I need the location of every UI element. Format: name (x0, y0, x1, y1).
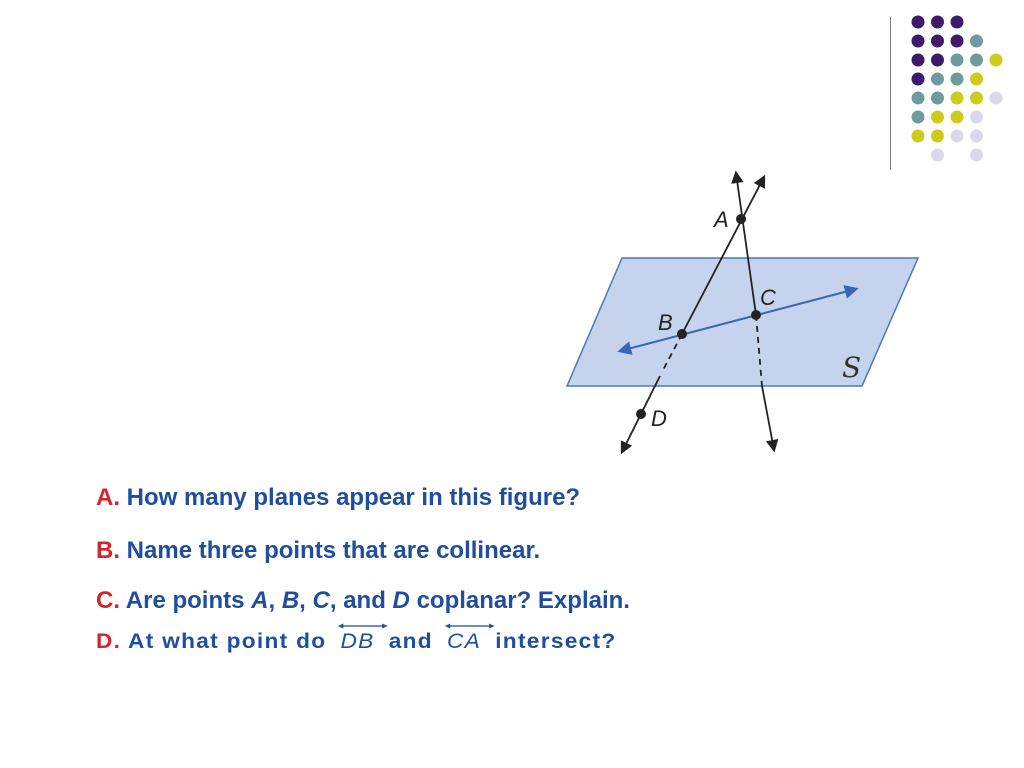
question-c-point-b: B (281, 587, 300, 614)
decorative-dot (970, 54, 983, 67)
ray-db (341, 626, 375, 654)
decorative-dot (912, 54, 925, 67)
question-c (96, 587, 630, 615)
question-b (96, 537, 540, 565)
decorative-dot (951, 54, 964, 67)
decorative-dot (951, 16, 964, 29)
question-c-sep2: , (299, 587, 306, 614)
point-b (677, 329, 687, 339)
decorative-dot (951, 35, 964, 48)
decorative-dot (990, 92, 1003, 105)
question-c-pre: Are points (125, 587, 245, 614)
question-d-pre: At what point do (128, 630, 327, 653)
decorative-dot (912, 111, 925, 124)
label-a: A (714, 207, 729, 232)
plane-s (567, 258, 918, 386)
ray-ca (447, 626, 481, 654)
point-d (636, 409, 646, 419)
question-d-post: intersect? (495, 630, 617, 653)
question-b-text: Name three points that are collinear. (126, 537, 541, 564)
decorative-dot-grid (0, 0, 1024, 170)
decorative-dot (931, 35, 944, 48)
label-d: D (651, 406, 667, 431)
question-a (96, 484, 580, 512)
decorative-dot (970, 73, 983, 86)
decorative-dot (951, 130, 964, 143)
plane-figure (560, 165, 940, 465)
point-a (736, 214, 746, 224)
decorative-dot (912, 35, 925, 48)
decorative-dot (970, 130, 983, 143)
question-c-sep1: , (268, 587, 276, 614)
question-a-letter: A. (96, 484, 120, 511)
line-ca-lower (762, 386, 774, 450)
ray-db-label: DB (340, 630, 375, 653)
decorative-dot (931, 54, 944, 67)
question-c-letter: C. (96, 587, 120, 614)
double-arrow-icon (445, 622, 495, 630)
question-c-point-c: C (312, 587, 330, 614)
label-b: B (658, 310, 673, 335)
decorative-dot (931, 149, 944, 162)
decorative-dot (931, 111, 944, 124)
ray-ca-label: CA (447, 630, 482, 653)
question-c-point-d: D (392, 587, 410, 614)
question-c-sep3: , and (329, 587, 386, 614)
question-d-mid: and (388, 630, 433, 653)
decorative-dot (970, 35, 983, 48)
question-d (96, 626, 617, 654)
decorative-dot (931, 16, 944, 29)
point-c (751, 310, 761, 320)
decorative-dot (912, 92, 925, 105)
question-c-post: coplanar? Explain. (416, 587, 630, 614)
label-plane-s: S (842, 351, 862, 384)
decorative-dot (931, 92, 944, 105)
label-c: C (760, 285, 776, 310)
double-arrow-icon (338, 622, 388, 630)
decorative-dot (912, 130, 925, 143)
decorative-dot (931, 130, 944, 143)
decorative-dot (912, 16, 925, 29)
decorative-dot (951, 111, 964, 124)
decorative-dot (970, 111, 983, 124)
decorative-dot (931, 73, 944, 86)
decorative-dot (912, 73, 925, 86)
question-d-letter: D. (96, 630, 122, 653)
decorative-dot (990, 54, 1003, 67)
question-a-text: How many planes appear in this figure? (126, 484, 581, 511)
question-c-point-a: A (251, 587, 269, 614)
question-b-letter: B. (96, 537, 120, 564)
vertical-divider (890, 17, 891, 170)
decorative-dot (951, 92, 964, 105)
decorative-dot (951, 73, 964, 86)
decorative-dot (970, 92, 983, 105)
decorative-dot (970, 149, 983, 162)
